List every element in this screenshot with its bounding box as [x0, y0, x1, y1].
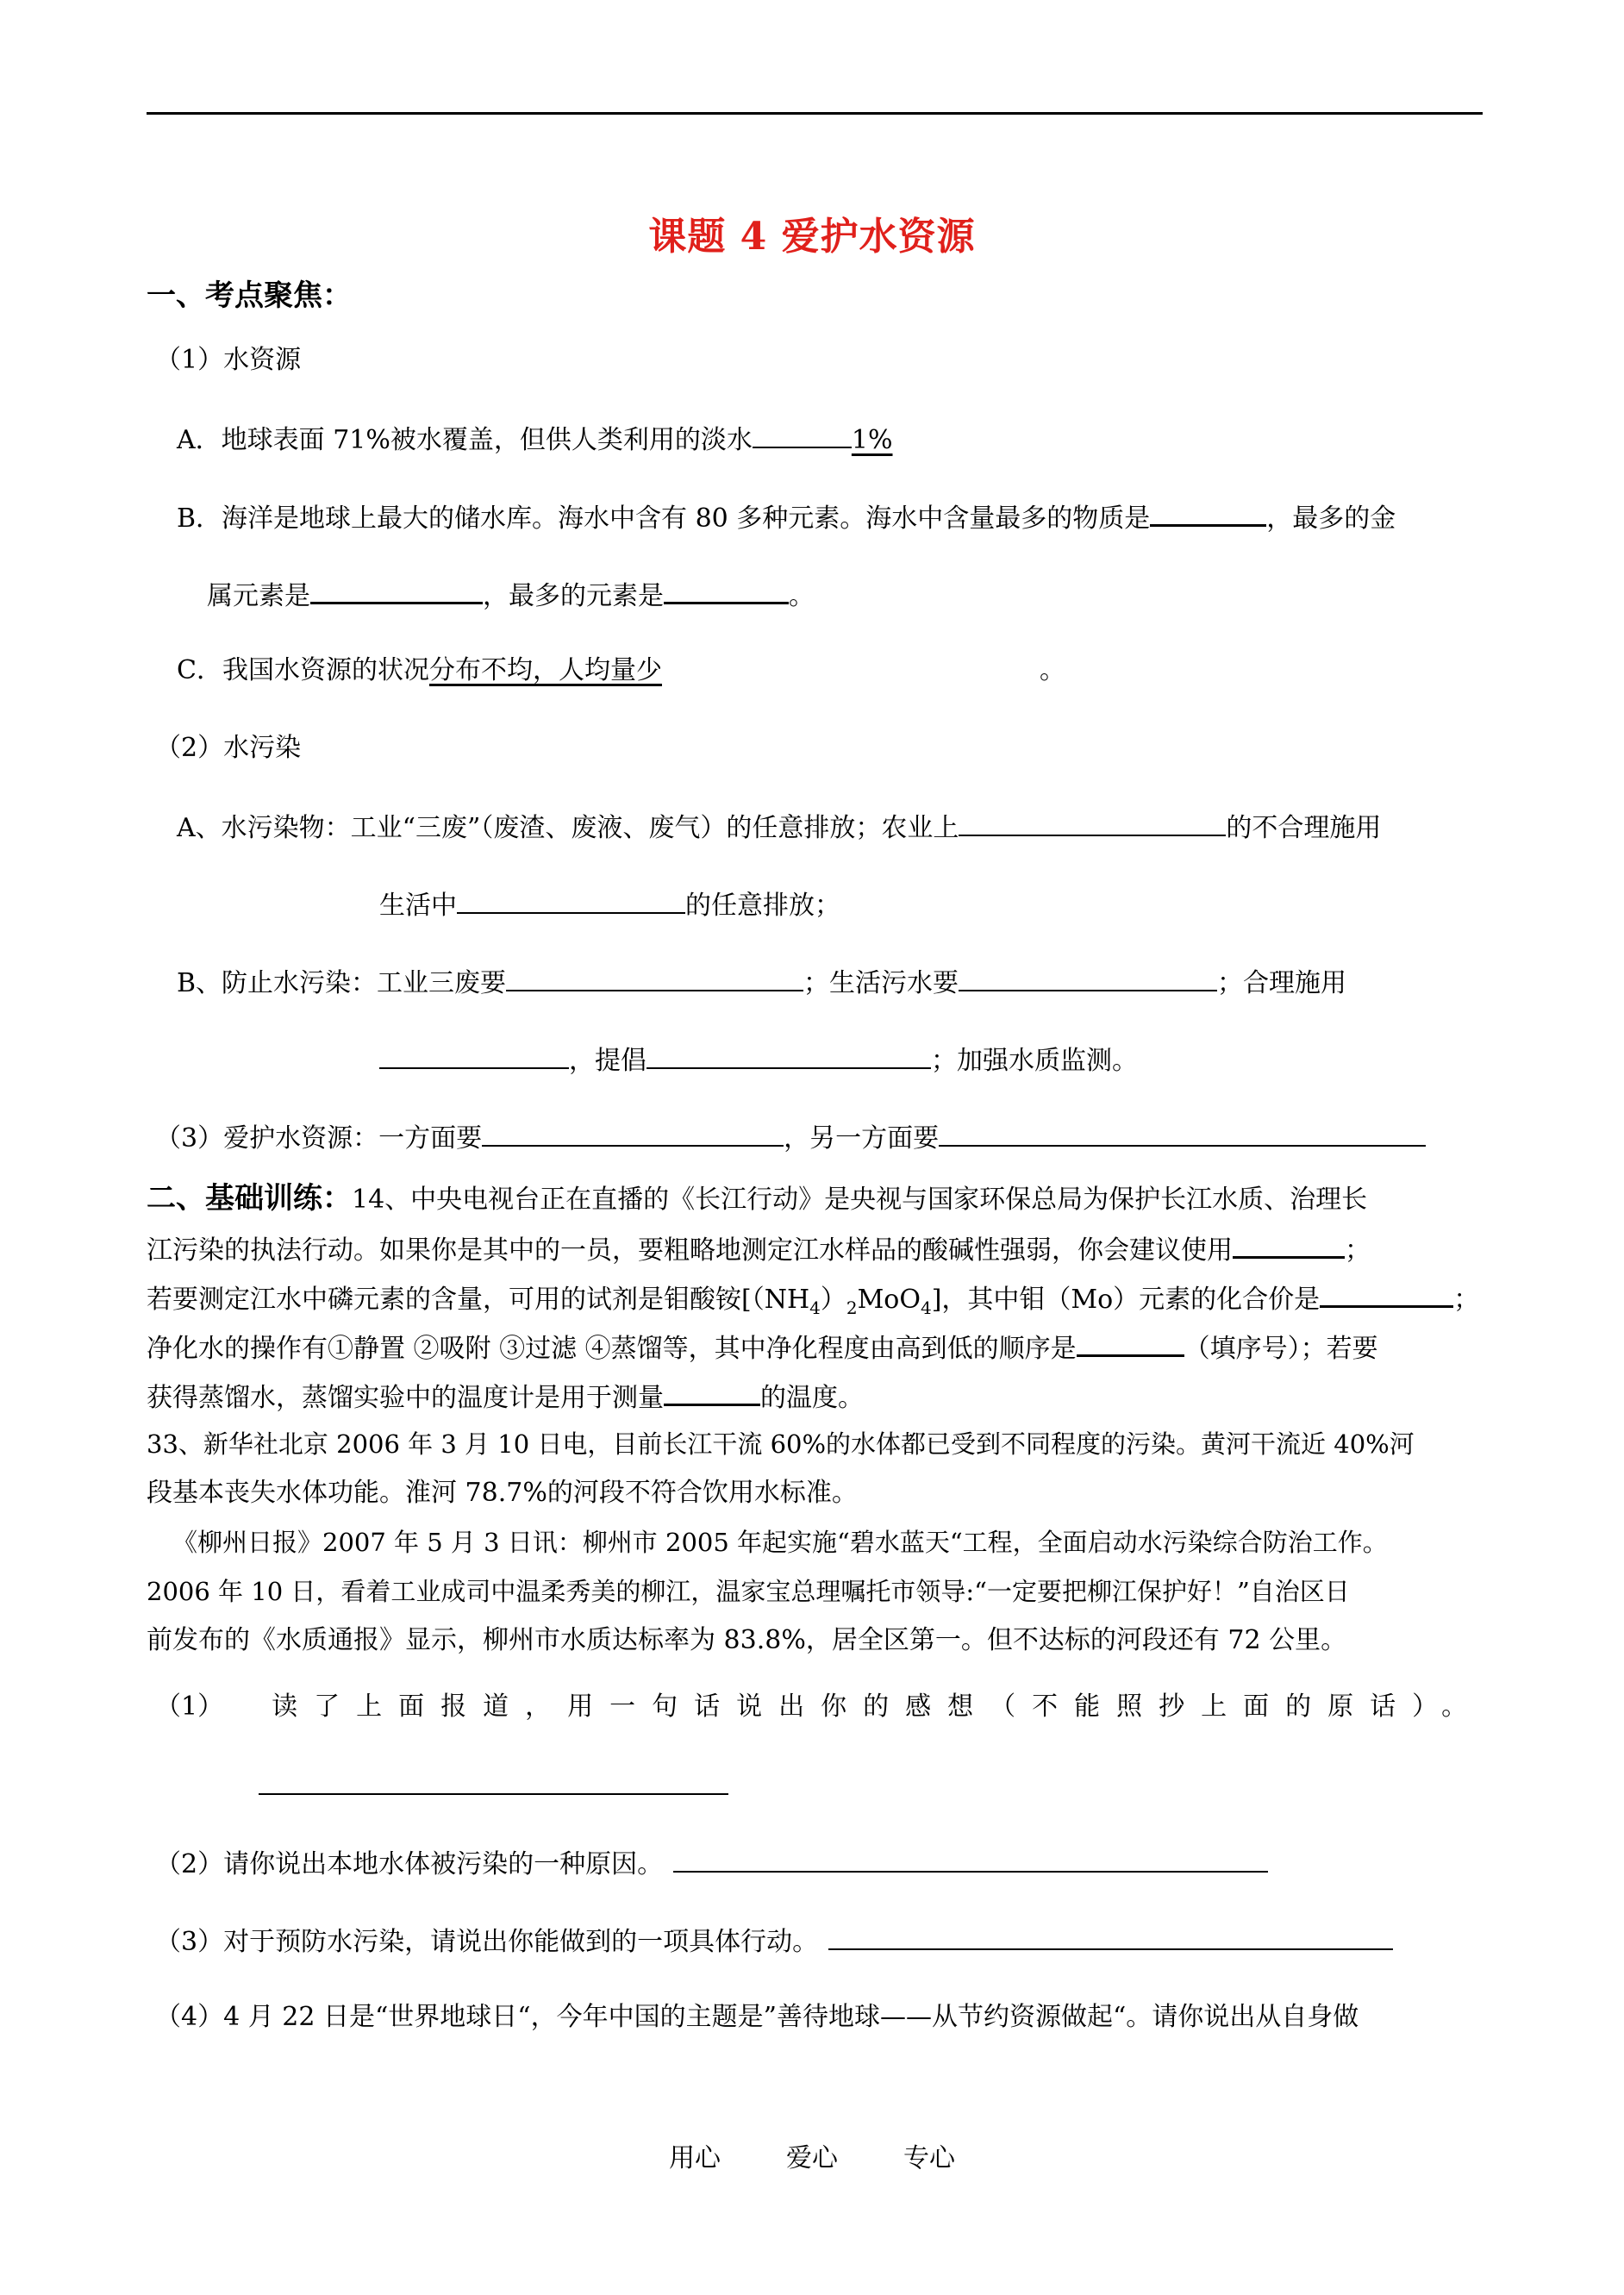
answer-blank	[939, 1119, 1426, 1147]
answer-blank	[828, 1923, 1393, 1950]
item-a-line	[177, 421, 892, 458]
protect-water-line	[155, 1119, 1426, 1156]
pollution-b-apply: ；合理施用	[1217, 968, 1347, 998]
subq-3-text: （3）对于预防水污染，请说出你能做到的一项具体行动。	[155, 1927, 819, 1957]
q14-semicolon: ；	[1345, 1235, 1371, 1266]
q14-subscript: 4	[920, 1298, 932, 1318]
answer-blank	[259, 1767, 728, 1795]
q33-line-3: 《柳州日报》2007 年 5 月 3 日讯：柳州市 2005 年起实施“碧水蓝天“工程，全面启动水污染综合防治工作。	[172, 1528, 1388, 1557]
q14-text-5a: 获得蒸馏水，蒸馏实验中的温度计是用于测量	[147, 1383, 664, 1413]
footer-word: 专心	[903, 2143, 955, 2173]
item-b-line-2	[207, 576, 815, 614]
q33-line-4: 2006 年 10 日，看着工业成司中温柔秀美的柳江，温家宝总理嘱托市领导:“一定要把柳江保护好！”自治区日	[147, 1577, 1350, 1606]
footer-word: 爱心	[786, 2143, 838, 2173]
item-c-line	[177, 653, 1065, 688]
header-rule	[147, 112, 1483, 115]
subsection-label-water-resources: （1）水资源	[155, 345, 302, 375]
item-b-text-metal: 属元素是	[207, 581, 310, 611]
q14-text-3a: 若要测定江水中磷元素的含量，可用的试剂是钼酸铵[（NH	[147, 1285, 810, 1315]
subq-1-text: 读了上面报道，用一句话说出你的感想（不能照抄上面的原话）。	[272, 1692, 1484, 1722]
pollution-b-monitor: ；加强水质监测。	[931, 1046, 1138, 1076]
answer-blank	[1320, 1279, 1453, 1308]
answer-blank	[753, 421, 852, 448]
q14-text-2: 江污染的执法行动。如果你是其中的一员，要粗略地测定江水样品的酸碱性强弱，你会建议使用	[147, 1235, 1233, 1266]
q14-subscript: 4	[809, 1298, 821, 1318]
pollution-b-sewage: ；生活污水要	[803, 968, 959, 998]
q14-text-4a: 净化水的操作有①静置 ②吸附 ③过滤 ④蒸馏等，其中净化程度由高到低的顺序是	[147, 1334, 1077, 1364]
answer-blank	[664, 1378, 760, 1406]
answer-blank	[379, 1041, 569, 1069]
page-footer	[0, 2136, 1624, 2174]
subq-4-line: （4）4 月 22 日是“世界地球日“，今年中国的主题是”善待地球——从节约资源做起“。请你说出从自身做	[155, 2002, 1359, 2032]
answer-blank	[959, 809, 1226, 836]
q14-text-3b: ）	[820, 1285, 846, 1315]
answer-blank	[1233, 1230, 1345, 1259]
q14-line-3	[147, 1279, 1479, 1325]
pollution-a-life-end: 的任意排放；	[685, 891, 840, 921]
q14-line-4	[147, 1329, 1378, 1366]
q14-line-5	[147, 1378, 864, 1416]
item-b-line-1	[177, 498, 1396, 536]
q33-line-1: 33、新华社北京 2006 年 3 月 10 日电，目前长江干流 60%的水体都已受到不同程度的污染。黄河干流近 40%河	[147, 1429, 1415, 1459]
q14-text-1: 14、中央电视台正在直播的《长江行动》是央视与国家环保总局为保护长江水质、治理长	[352, 1185, 1368, 1215]
answer-blank	[482, 1119, 784, 1147]
pollution-a-line-1	[177, 809, 1381, 846]
item-b-text-element: ，最多的元素是	[483, 581, 664, 611]
pollution-b-line-1	[177, 964, 1346, 1001]
q33-line-5: 前发布的《水质通报》显示，柳州市水质达标率为 83.8%，居全区第一。但不达标的河段还有 72 公里。	[147, 1625, 1347, 1655]
subq-2-line	[155, 1845, 1268, 1882]
protect-text-1: （3）爱护水资源：一方面要	[155, 1123, 483, 1154]
answer-blank	[646, 1041, 931, 1069]
pollution-b-text: B、防止水污染：工业三废要	[177, 968, 507, 998]
pollution-a-text-end: 的不合理施用	[1226, 813, 1382, 843]
subq-1-answer-line	[259, 1767, 728, 1804]
answer-blank	[673, 1845, 1268, 1873]
subq-1-line	[155, 1690, 1483, 1724]
subsection-label-water-pollution: （2）水污染	[155, 733, 302, 763]
q14-text-3d: ]，其中钼（Mo）元素的化合价是	[931, 1285, 1321, 1315]
item-b-text-end: ，最多的金	[1266, 503, 1396, 534]
item-c-answer: 分布不均，人均量少	[428, 655, 662, 685]
pollution-a-line-2	[379, 886, 840, 923]
page-title: 课题 4 爱护水资源	[648, 215, 976, 259]
q14-text-5b: 的温度。	[760, 1383, 864, 1413]
answer-blank	[506, 964, 803, 991]
item-b-text: B．海洋是地球上最大的储水库。海水中含有 80 多种元素。海水中含量最多的物质是	[177, 503, 1151, 534]
footer-word: 用心	[669, 2143, 721, 2173]
subq-3-line	[155, 1923, 1393, 1960]
pollution-a-life: 生活中	[379, 891, 457, 921]
answer-blank	[1077, 1329, 1184, 1357]
section-heading-2: 二、基础训练：	[147, 1181, 352, 1216]
item-a-text: A．地球表面 71%被水覆盖，但供人类利用的淡水	[177, 425, 753, 455]
item-b-period: 。	[789, 581, 815, 611]
q14-semicolon: ；	[1453, 1285, 1480, 1315]
item-c-period: 。	[1039, 655, 1065, 685]
answer-blank	[1150, 498, 1266, 527]
answer-blank	[959, 964, 1217, 991]
q14-text-4b: （填序号）；若要	[1184, 1334, 1378, 1364]
q14-line-2	[147, 1230, 1371, 1268]
answer-blank	[664, 576, 789, 604]
q14-text-3c: MoO	[857, 1285, 921, 1315]
pollution-b-advocate: ，提倡	[569, 1046, 646, 1076]
pollution-b-line-2	[379, 1041, 1138, 1079]
protect-text-2: ，另一方面要	[784, 1123, 940, 1154]
q14-subscript: 2	[846, 1298, 858, 1318]
answer-blank	[310, 576, 483, 604]
item-a-answer: 1%	[851, 425, 893, 455]
section-heading-1: 一、考点聚焦：	[147, 278, 352, 313]
subq-1-number: （1）	[155, 1692, 224, 1722]
q33-line-2: 段基本丧失水体功能。淮河 78.7%的河段不符合饮用水标准。	[147, 1478, 858, 1508]
answer-blank	[457, 886, 685, 914]
q14-line-1	[147, 1181, 1367, 1217]
subq-2-text: （2）请你说出本地水体被污染的一种原因。	[155, 1849, 664, 1879]
item-c-text: C．我国水资源的状况	[177, 655, 429, 685]
pollution-a-text: A、水污染物：工业“三废”（废渣、废液、废气）的任意排放；农业上	[177, 813, 959, 843]
